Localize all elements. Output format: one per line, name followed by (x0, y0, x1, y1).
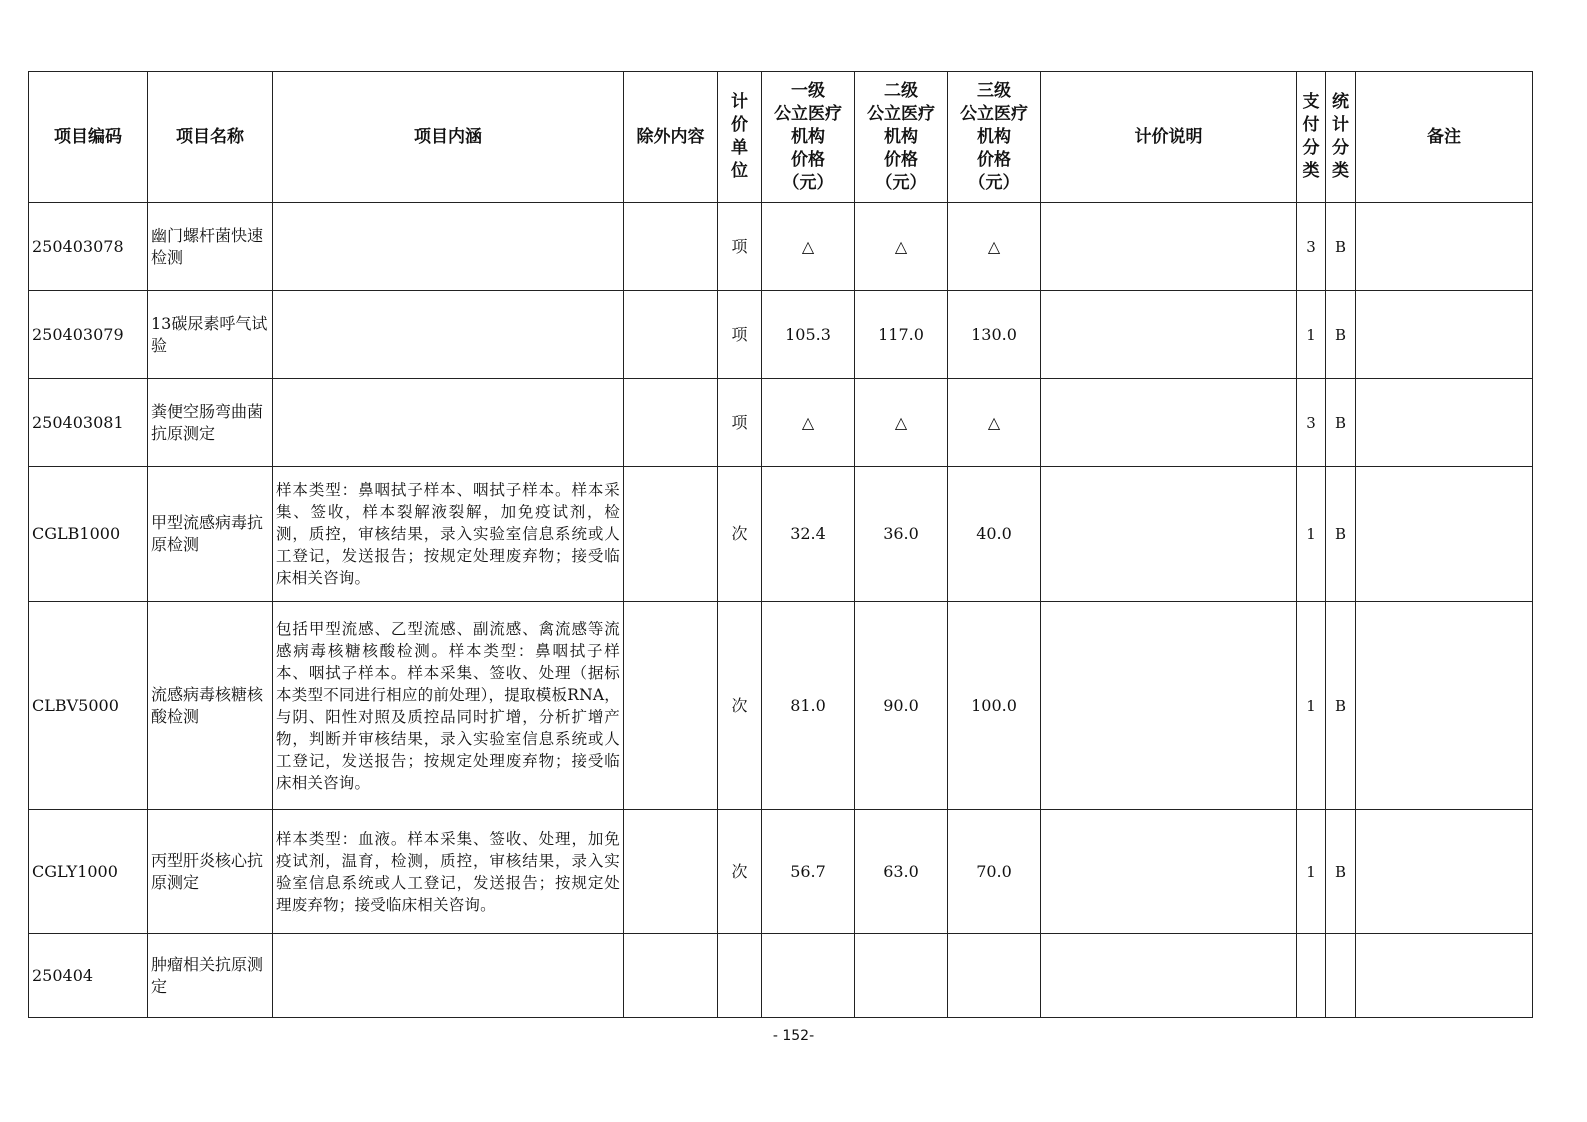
pricing-note (1041, 379, 1297, 467)
payment-category (1297, 934, 1326, 1018)
pricing-note (1041, 203, 1297, 291)
item-name: 幽门螺杆菌快速 检测 (148, 203, 273, 291)
header-remarks: 备注 (1356, 72, 1533, 203)
level2-price: 90.0 (855, 602, 948, 810)
header-payment-category: 支 付 分 类 (1297, 72, 1326, 203)
header-unit: 计 价 单 位 (718, 72, 762, 203)
item-content: 样本类型：血液。样本采集、签收、处理，加免疫试剂，温育，检测，质控，审核结果，录入实验室信息系统或人工登记，发送报告；按规定处理废弃物；接受临床相关咨询。 (273, 810, 624, 934)
item-content (273, 203, 624, 291)
item-unit: 项 (718, 379, 762, 467)
item-code: 250403078 (29, 203, 148, 291)
item-unit: 次 (718, 602, 762, 810)
stat-category (1326, 934, 1356, 1018)
level1-price: 81.0 (762, 602, 855, 810)
item-name: 肿瘤相关抗原测定 (148, 934, 273, 1018)
item-code: CGLB1000 (29, 467, 148, 602)
item-exclusions (624, 934, 718, 1018)
remarks (1356, 934, 1533, 1018)
item-exclusions (624, 810, 718, 934)
level2-price (855, 934, 948, 1018)
item-unit: 项 (718, 291, 762, 379)
page-number: - 152- (772, 1028, 815, 1044)
item-content (273, 379, 624, 467)
stat-category: B (1326, 379, 1356, 467)
level2-price: 117.0 (855, 291, 948, 379)
table-row (29, 810, 1533, 934)
item-exclusions (624, 203, 718, 291)
level1-price: 56.7 (762, 810, 855, 934)
table-row (29, 467, 1533, 602)
item-exclusions (624, 467, 718, 602)
pricing-note (1041, 602, 1297, 810)
level1-price: 32.4 (762, 467, 855, 602)
item-code: CGLY1000 (29, 810, 148, 934)
item-exclusions (624, 379, 718, 467)
stat-category: B (1326, 602, 1356, 810)
level3-price (948, 934, 1041, 1018)
level2-price: 36.0 (855, 467, 948, 602)
table-row (29, 291, 1533, 379)
stat-category: B (1326, 291, 1356, 379)
pricing-note (1041, 934, 1297, 1018)
item-content: 样本类型：鼻咽拭子样本、咽拭子样本。样本采集、签收，样本裂解液裂解，加免疫试剂，检测，质控，审核结果，录入实验室信息系统或人工登记，发送报告；按规定处理废弃物；接受临床相关咨询。 (273, 467, 624, 602)
item-exclusions (624, 602, 718, 810)
price-table (28, 71, 1533, 1018)
item-code: 250404 (29, 934, 148, 1018)
header-code: 项目编码 (29, 72, 148, 203)
level1-price: △ (762, 379, 855, 467)
table-row (29, 379, 1533, 467)
item-content (273, 291, 624, 379)
level3-price: 40.0 (948, 467, 1041, 602)
pricing-note (1041, 291, 1297, 379)
payment-category: 3 (1297, 203, 1326, 291)
level1-price: 105.3 (762, 291, 855, 379)
remarks (1356, 467, 1533, 602)
payment-category: 1 (1297, 291, 1326, 379)
payment-category: 1 (1297, 810, 1326, 934)
level3-price: 130.0 (948, 291, 1041, 379)
item-name: 粪便空肠弯曲菌抗原测定 (148, 379, 273, 467)
item-code: 250403079 (29, 291, 148, 379)
header-exclusions: 除外内容 (624, 72, 718, 203)
item-name: 流感病毒核糖核酸检测 (148, 602, 273, 810)
level2-price: 63.0 (855, 810, 948, 934)
stat-category: B (1326, 203, 1356, 291)
item-exclusions (624, 291, 718, 379)
table-row (29, 203, 1533, 291)
remarks (1356, 810, 1533, 934)
pricing-note (1041, 467, 1297, 602)
item-name: 丙型肝炎核心抗原测定 (148, 810, 273, 934)
level3-price: 100.0 (948, 602, 1041, 810)
level2-price: △ (855, 203, 948, 291)
level3-price: △ (948, 203, 1041, 291)
payment-category: 3 (1297, 379, 1326, 467)
table-row (29, 934, 1533, 1018)
payment-category: 1 (1297, 467, 1326, 602)
remarks (1356, 379, 1533, 467)
item-unit: 项 (718, 203, 762, 291)
item-code: 250403081 (29, 379, 148, 467)
pricing-note (1041, 810, 1297, 934)
header-stat-category: 统 计 分 类 (1326, 72, 1356, 203)
level3-price: 70.0 (948, 810, 1041, 934)
level1-price: △ (762, 203, 855, 291)
stat-category: B (1326, 810, 1356, 934)
header-level2-price: 二级 公立医疗 机构 价格 （元） (855, 72, 948, 203)
item-content: 包括甲型流感、乙型流感、副流感、禽流感等流感病毒核糖核酸检测。样本类型：鼻咽拭子样本、咽拭子样本。样本采集、签收、处理（据标本类型不同进行相应的前处理），提取模板RNA，与阴、阳性对照及质控品同时扩增，分析扩增产物，判断并审核结果，录入实验室信息系统或人工登记，发送报告；按规定处理废弃物；接受临床相关咨询。 (273, 602, 624, 810)
header-row (29, 72, 1533, 203)
item-code: CLBV5000 (29, 602, 148, 810)
level1-price (762, 934, 855, 1018)
item-unit (718, 934, 762, 1018)
header-level3-price: 三级 公立医疗 机构 价格 （元） (948, 72, 1041, 203)
item-name: 13碳尿素呼气试验 (148, 291, 273, 379)
payment-category: 1 (1297, 602, 1326, 810)
stat-category: B (1326, 467, 1356, 602)
table-row (29, 602, 1533, 810)
header-content: 项目内涵 (273, 72, 624, 203)
level2-price: △ (855, 379, 948, 467)
header-level1-price: 一级 公立医疗 机构 价格 （元） (762, 72, 855, 203)
level3-price: △ (948, 379, 1041, 467)
remarks (1356, 203, 1533, 291)
header-pricing-note: 计价说明 (1041, 72, 1297, 203)
header-name: 项目名称 (148, 72, 273, 203)
item-name: 甲型流感病毒抗原检测 (148, 467, 273, 602)
remarks (1356, 291, 1533, 379)
item-unit: 次 (718, 810, 762, 934)
item-content (273, 934, 624, 1018)
item-unit: 次 (718, 467, 762, 602)
remarks (1356, 602, 1533, 810)
